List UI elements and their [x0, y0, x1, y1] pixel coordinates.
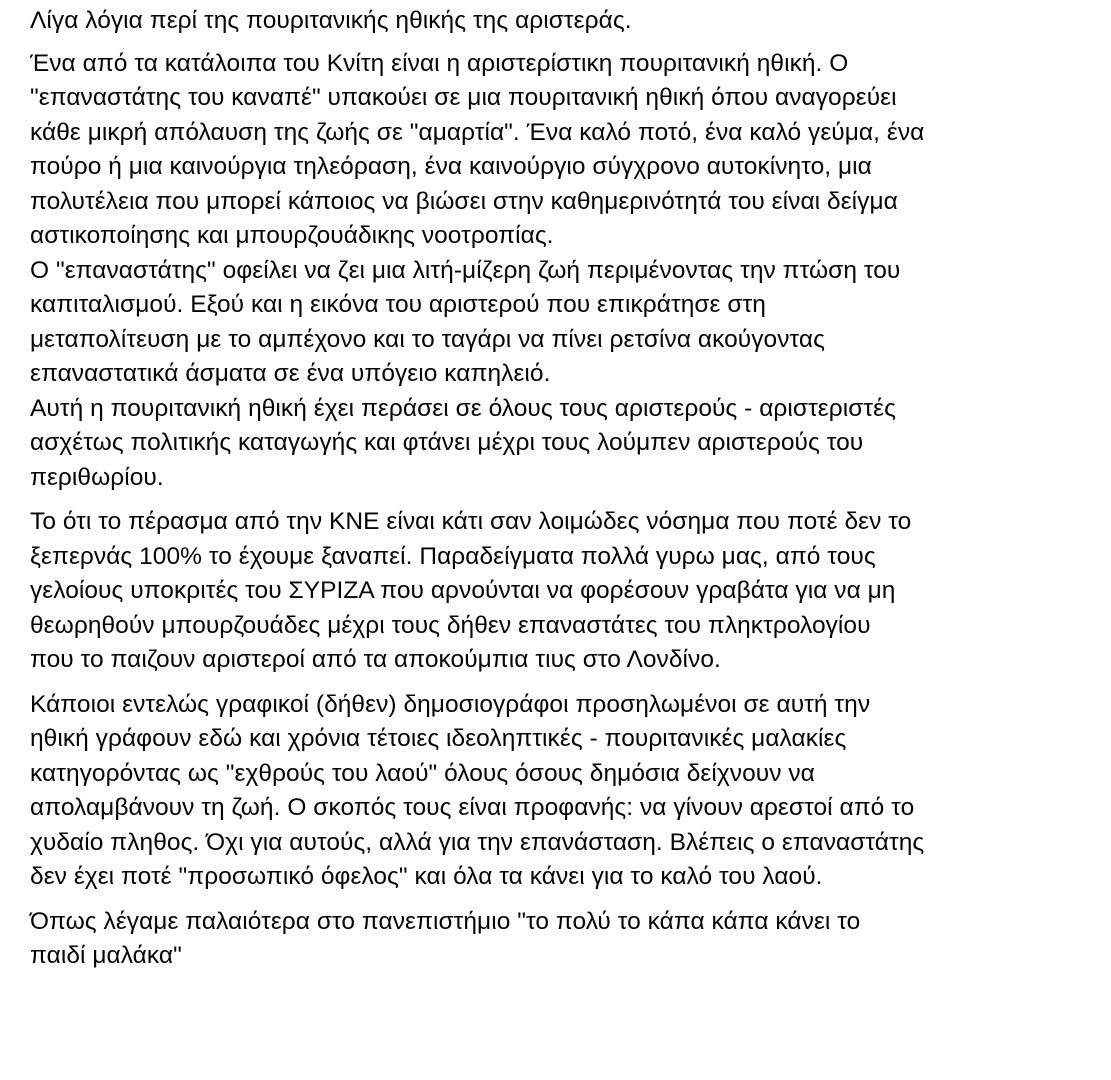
text-line: κατηγορόντας ως "εχθρούς του λαού" όλους όσους δημόσια δείχνουν να	[30, 759, 815, 787]
text-line: "επαναστάτης του καναπέ" υπακούει σε μια πουριτανική ηθική όπου αναγορεύει	[30, 84, 897, 111]
text-line: ηθική γράφουν εδώ και χρόνια τέτοιες ιδεοληπτικές - πουριτανικές μαλακίες	[30, 725, 847, 752]
text-line: χυδαίο πληθος. Όχι για αυτούς, αλλά για την επανάσταση. Βλέπεις ο επαναστάτης	[30, 828, 925, 856]
text-line: Ο "επαναστάτης" οφείλει να ζει μια λιτή-μίζερη ζωή περιμένοντας την πτώση του	[30, 256, 901, 284]
text-line: πούρο ή μια καινούργια τηλεόραση, ένα καινούργιο σύγχρονο αυτοκίνητο, μια	[30, 153, 872, 180]
text-line: δεν έχει ποτέ "προσωπικό όφελος" και όλα τα κάνει για το καλό του λαού.	[30, 863, 823, 890]
text-line: που το παιζουν αριστεροί από τα αποκούμπια τιυς στο Λονδίνο.	[30, 646, 721, 673]
text-line: κάθε μικρή απόλαυση της ζωής σε "αμαρτία". Ένα καλό ποτό, ένα καλό γεύμα, ένα	[30, 118, 925, 146]
text-line: πολυτέλεια που μπορεί κάποιος να βιώσει στην καθημερινότητά του είναι δείγμα	[30, 187, 898, 215]
text-line: απολαμβάνουν τη ζωή. Ο σκοπός τους είναι προφανής: να γίνουν αρεστοί από το	[30, 794, 915, 821]
text-line: Το ότι το πέρασμα από την ΚΝΕ είναι κάτι σαν λοιμώδες νόσημα που ποτέ δεν το	[30, 508, 912, 535]
text-line: επαναστατικά άσματα σε ένα υπόγειο καπηλειό.	[30, 360, 551, 387]
text-line: καπιταλισμού. Εξού και η εικόνα του αριστερού που επικράτησε στη	[30, 291, 766, 318]
text-line: περιθωρίου.	[30, 463, 164, 491]
text-line: Λίγα λόγια περί της πουριτανικής ηθικής της αριστεράς.	[30, 7, 632, 34]
text-line: Ένα από τα κατάλοιπα του Κνίτη είναι η αριστερίστικη πουριτανική ηθική. Ο	[30, 49, 849, 77]
text-line: γελοίους υποκριτές του ΣΥΡΙΖΑ που αρνούνται να φορέσουν γραβάτα για να μη	[30, 577, 896, 604]
text-line: ασχέτως πολιτικής καταγωγής και φτάνει μέχρι τους λούμπεν αριστερούς του	[30, 429, 864, 456]
post-paragraph-2	[30, 505, 1105, 678]
text-line: Αυτή η πουριτανική ηθική έχει περάσει σε όλους τους αριστερούς - αριστεριστές	[30, 394, 896, 422]
post-title-paragraph	[30, 4, 1105, 39]
post-paragraph-1	[30, 47, 1105, 496]
post-paragraph-4	[30, 905, 1105, 974]
text-line: μεταπολίτευση με το αμπέχονο και το ταγάρι να πίνει ρετσίνα ακούγοντας	[30, 325, 825, 353]
post-body	[30, 4, 1105, 984]
text-line: αστικοποίησης και μπουρζουάδικης νοοτροπίας.	[30, 222, 554, 249]
post-paragraph-3	[30, 688, 1105, 895]
text-line: ξεπερνάς 100% το έχουμε ξαναπεί. Παραδείγματα πολλά γυρω μας, από τους	[30, 542, 876, 570]
text-line: παιδί μαλάκα"	[30, 942, 182, 969]
text-line: Κάποιοι εντελώς γραφικοί (δήθεν) δημοσιογράφοι προσηλωμένοι σε αυτή την	[30, 690, 871, 718]
text-line: θεωρηθούν μπουρζουάδες μέχρι τους δήθεν επαναστάτες του πληκτρολογίου	[30, 611, 871, 639]
text-line: Όπως λέγαμε παλαιότερα στο πανεπιστήμιο "το πολύ το κάπα κάπα κάνει το	[30, 907, 861, 935]
